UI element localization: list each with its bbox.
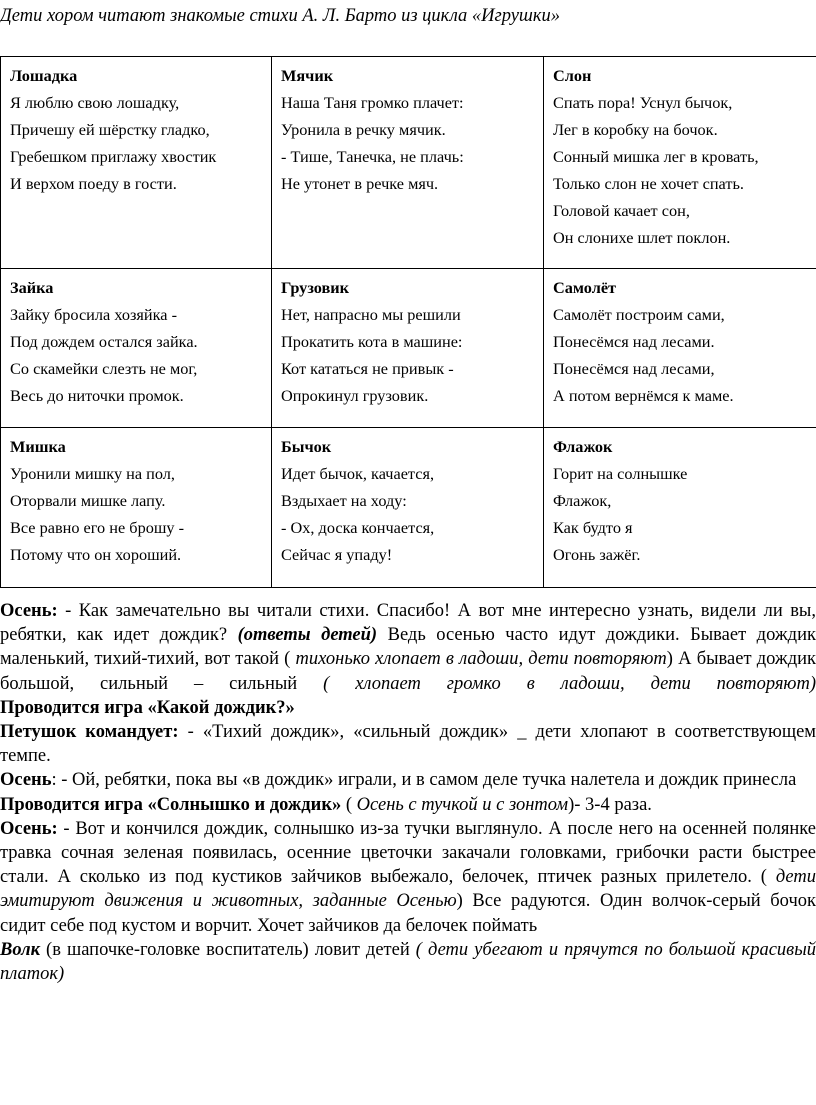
poem-line: - Тише, Танечка, не плачь: — [281, 147, 464, 166]
poem-cell — [272, 57, 544, 269]
poem-title: Самолёт — [553, 278, 617, 297]
poem-title: Грузовик — [281, 278, 350, 297]
speaker-label: Осень: — [0, 601, 58, 621]
game-heading: Проводится игра «Солнышко и дождик» — [0, 794, 342, 815]
paragraph-autumn-1 — [0, 599, 816, 696]
poem-line: Сейчас я упаду! — [281, 545, 393, 564]
stage-direction: Осень с тучкой и с зонтом — [356, 794, 569, 815]
scenario-text — [0, 599, 816, 986]
stage-direction: (ответы детей) — [237, 625, 378, 646]
poem-title: Слон — [553, 66, 592, 85]
poem-line: Гребешком приглажу хвостик — [10, 147, 217, 166]
paragraph-autumn-2 — [0, 768, 816, 792]
poem-line: И верхом поеду в гости. — [10, 174, 177, 193]
poem-cell — [544, 428, 816, 588]
poems-row — [1, 269, 816, 428]
poem-title: Лошадка — [10, 66, 78, 85]
poem-title: Мячик — [281, 66, 334, 85]
poem-line: Флажок, — [553, 491, 612, 510]
poem-line: Головой качает сон, — [553, 201, 690, 220]
poem-line: Самолёт построим сами, — [553, 305, 725, 324]
poem-cell — [1, 269, 272, 428]
poem-line: Горит на солнышке — [553, 464, 688, 483]
poem-line: Спать пора! Уснул бычок, — [553, 93, 733, 112]
speaker-label: Осень — [0, 770, 52, 791]
poem-title: Флажок — [553, 437, 613, 456]
poem-line: - Ох, доска кончается, — [281, 518, 435, 537]
paragraph-game-1 — [0, 696, 816, 720]
poem-line: Наша Таня громко плачет: — [281, 93, 464, 112]
poem-cell — [272, 428, 544, 588]
game-heading: Проводится игра «Какой дождик?» — [0, 697, 295, 718]
poem-cell — [544, 57, 816, 269]
poem-line: Все равно его не брошу - — [10, 518, 185, 537]
poem-line: Весь до ниточки промок. — [10, 386, 184, 405]
stage-direction: дети эмитируют движения и животных, заданные Осенью — [0, 867, 816, 912]
poem-line: Зайку бросила хозяйка - — [10, 305, 177, 324]
paragraph-game-2 — [0, 793, 816, 817]
poem-line: Огонь зажёг. — [553, 545, 641, 564]
poem-line: Потому что он хороший. — [10, 545, 182, 564]
poem-line: Идет бычок, качается, — [281, 464, 435, 483]
stage-direction: ( дети убегают и прячутся по большой красивый платок) — [0, 939, 816, 985]
poem-line: Понесёмся над лесами, — [553, 359, 715, 378]
poem-line: Причешу ей шёрстку гладко, — [10, 120, 210, 139]
paragraph-text: - Вот и кончился дождик, солнышко из-за тучки выглянуло. А после него на осенней полянке травка сочная зеленая появилась, осенние цветочки закачали головками, грибочки расти быстрее стали. А сколько из под кустиков зайчиков выбежало, белочек, птичек разных прилетело. ( — [0, 818, 816, 888]
paragraph-text: - «Тихий дождик», «сильный дождик» _ дети хлопают в соответствующем темпе. — [0, 722, 816, 767]
paragraph-text: ) Все радуются. Один волчок-серый бочок сидит себе под кустом и ворчит. Хочет зайчиков да белочек поймать — [0, 891, 816, 936]
poems-row — [1, 57, 816, 269]
poem-line: Он слонихе шлет поклон. — [553, 228, 731, 247]
paragraph-text: Ведь осенью часто идут дождики. Бывает дождик маленький, тихий-тихий, вот такой ( — [0, 625, 816, 670]
poem-line: Оторвали мишке лапу. — [10, 491, 166, 510]
poem-line: Понесёмся над лесами. — [553, 332, 715, 351]
poem-line: Я люблю свою лошадку, — [10, 93, 180, 112]
poem-title: Бычок — [281, 437, 332, 456]
paragraph-text: ) А бывает дождик большой, сильный – сильный — [0, 649, 816, 694]
stage-direction: тихонько хлопает в ладоши, дети повторяют — [295, 649, 667, 670]
poem-line: Опрокинул грузовик. — [281, 386, 429, 405]
poem-cell — [272, 269, 544, 428]
poem-line: Не утонет в речке мяч. — [281, 174, 439, 193]
poem-line: Со скамейки слезть не мог, — [10, 359, 198, 378]
paragraph-wolf — [0, 938, 816, 986]
paragraph-text: - Как замечательно вы читали стихи. Спасибо! А вот мне интересно узнать, видели ли вы, ребятки, как идет дождик? — [0, 601, 816, 646]
poem-line: Как будто я — [553, 518, 633, 537]
poems-table — [0, 56, 816, 588]
page-heading: Дети хором читают знакомые стихи А. Л. Барто из цикла «Игрушки» — [0, 6, 561, 26]
poem-line: Кот кататься не привык - — [281, 359, 454, 378]
speaker-label: Осень: — [0, 818, 58, 839]
paragraph-autumn-3 — [0, 817, 816, 938]
poem-line: А потом вернёмся к маме. — [553, 386, 734, 405]
poem-line: Нет, напрасно мы решили — [281, 305, 461, 324]
speaker-label: Петушок командует: — [0, 722, 179, 743]
poem-line: Вздыхает на ходу: — [281, 491, 407, 510]
paragraph-text: : - Ой, ребятки, пока вы «в дождик» играли, и в самом деле тучка налетела и дождик принесла — [51, 770, 797, 791]
poem-line: Уронила в речку мячик. — [281, 120, 446, 139]
poem-line: Прокатить кота в машине: — [281, 332, 463, 351]
poem-line: Только слон не хочет спать. — [553, 174, 744, 193]
poem-line: Уронили мишку на пол, — [10, 464, 175, 483]
poem-title: Зайка — [10, 278, 54, 297]
poem-cell — [544, 269, 816, 428]
speaker-label: Волк — [0, 939, 40, 960]
poem-line: Под дождем остался зайка. — [10, 332, 198, 351]
paragraph-text: )- 3-4 раза. — [568, 794, 652, 815]
poem-line: Сонный мишка лег в кровать, — [553, 147, 759, 166]
poems-row — [1, 428, 816, 588]
poem-cell — [1, 57, 272, 269]
poem-cell — [1, 428, 272, 588]
poem-title: Мишка — [10, 437, 66, 456]
stage-direction: ( хлопает громко в ладоши, дети повторяют) — [323, 673, 816, 694]
paragraph-text: (в шапочке-головке воспитатель) ловит детей — [40, 939, 416, 960]
paragraph-rooster — [0, 720, 816, 768]
poem-line: Лег в коробку на бочок. — [553, 120, 718, 139]
paragraph-text: ( — [341, 794, 357, 815]
